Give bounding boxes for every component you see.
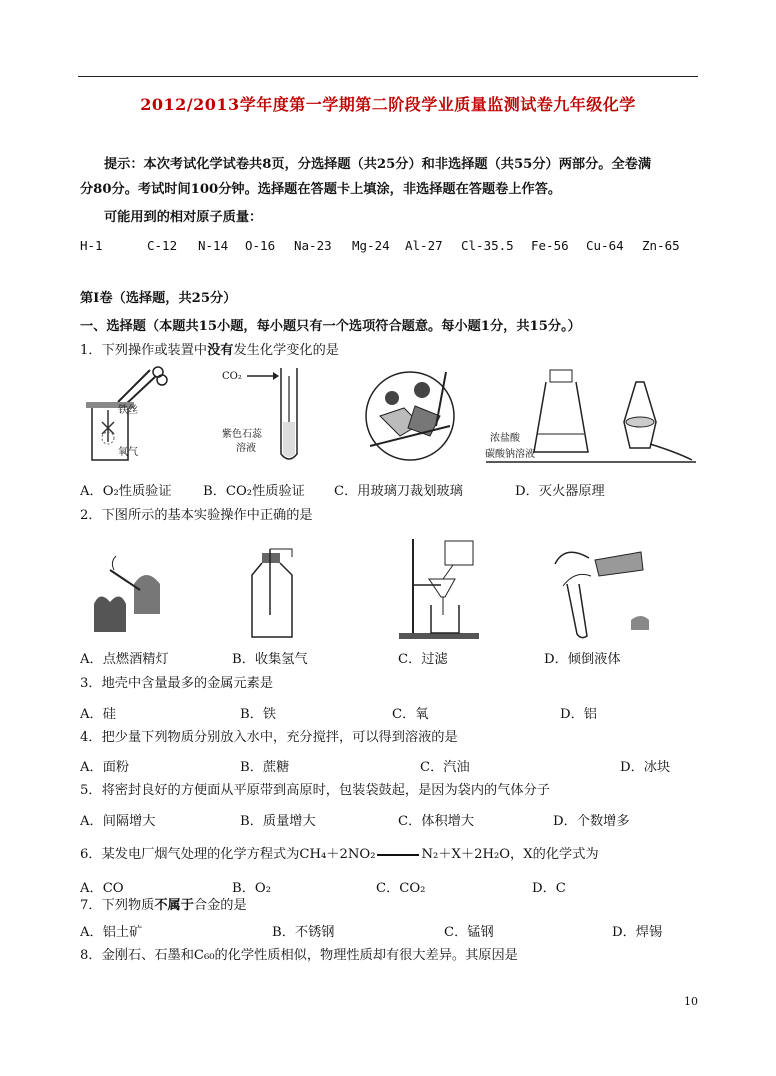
q2-option-d: D．倾倒液体 (544, 652, 621, 667)
q4-option-c: C．汽油 (420, 760, 470, 775)
label-co2: CO₂ (222, 371, 242, 382)
label-litmus-1: 紫色石蕊 (222, 429, 262, 440)
mass-o: O-16 (245, 238, 276, 253)
question-6-stem-a: 6．某发电厂烟气处理的化学方程式为CH₄＋2NO₂ (80, 847, 376, 862)
q3-option-c: C．氧 (392, 707, 429, 722)
question-7-stem-pre: 7．下列物质 (80, 898, 155, 913)
figure-glass-cutting (360, 366, 460, 466)
figure-light-alcohol-lamp (80, 540, 180, 640)
question-6-stem (80, 846, 599, 864)
label-conc-hcl: 浓盐酸 (490, 433, 520, 444)
q5-option-d: D．个数增多 (553, 814, 630, 829)
mass-c: C-12 (147, 238, 178, 253)
mass-fe: Fe-56 (531, 238, 569, 253)
q3-option-a: A．硅 (80, 707, 116, 722)
section-heading: 第Ⅰ卷（选择题，共25分） (80, 291, 237, 306)
label-oxygen: 氧气 (118, 447, 138, 458)
tips-line-2: 分80分。考试时间100分钟。选择题在答题卡上填涂，非选择题在答题卷上作答。 (80, 182, 562, 197)
q1-option-b: B．CO₂性质验证 (203, 484, 305, 499)
q7-option-a: A．铝土矿 (80, 925, 143, 940)
header-rule (78, 76, 698, 77)
q5-option-b: B．质量增大 (240, 814, 316, 829)
q2-option-b: B．收集氢气 (232, 652, 308, 667)
q1-option-d: D．灭火器原理 (515, 484, 605, 499)
mass-al: Al-27 (405, 238, 443, 253)
q6-option-c: C．CO₂ (376, 881, 426, 896)
figure-pour-liquid (545, 540, 655, 640)
q7-option-b: B．不锈钢 (272, 925, 335, 940)
mass-cl: Cl-35.5 (461, 238, 514, 253)
question-4-stem: 4．把少量下列物质分别放入水中，充分搅拌，可以得到溶液的是 (80, 730, 458, 745)
q5-option-c: C．体积增大 (398, 814, 475, 829)
part-heading: 一、选择题（本题共15小题，每小题只有一个选项符合题意。每小题1分，共15分。） (80, 319, 581, 334)
tips-line-1: 提示：本次考试化学试卷共8页，分选择题（共25分）和非选择题（共55分）两部分。全卷满 (104, 157, 652, 172)
q1-option-a: A．O₂性质验证 (80, 484, 172, 499)
figure-filtration (395, 535, 495, 645)
question-1-stem-pre: 1．下列操作或装置中 (80, 343, 208, 358)
mass-cu: Cu-64 (586, 238, 624, 253)
mass-na: Na-23 (294, 238, 332, 253)
question-1-emphasis: 没有 (207, 343, 234, 358)
q3-option-b: B．铁 (240, 707, 277, 722)
question-5-stem: 5．将密封良好的方便面从平原带到高原时，包装袋鼓起，是因为袋内的气体分子 (80, 783, 550, 798)
q7-option-c: C．锰钢 (444, 925, 494, 940)
question-7-stem-post: 合金的是 (193, 898, 247, 913)
q4-option-a: A．面粉 (80, 760, 130, 775)
atomic-mass-label: 可能用到的相对原子质量： (104, 210, 263, 225)
q6-option-a: A．CO (80, 881, 124, 896)
q6-option-b: B．O₂ (232, 881, 271, 896)
question-7-emphasis: 不属于 (154, 898, 194, 913)
equation-arrow-line (377, 854, 419, 856)
label-na2co3-solution: 碳酸钠溶液 (485, 449, 535, 460)
mass-mg: Mg-24 (352, 238, 390, 253)
exam-title: 2012/2013学年度第一学期第二阶段学业质量监测试卷九年级化学 (140, 95, 636, 114)
mass-n: N-14 (198, 238, 229, 253)
q3-option-d: D．铝 (560, 707, 597, 722)
mass-zn: Zn-65 (642, 238, 680, 253)
label-iron-wire: 铁丝 (118, 405, 138, 416)
question-1-stem (80, 342, 339, 360)
question-1-stem-post: 发生化学变化的是 (233, 343, 339, 358)
q1-option-c: C．用玻璃刀裁划玻璃 (334, 484, 463, 499)
question-3-stem: 3．地壳中含量最多的金属元素是 (80, 676, 274, 691)
q6-option-d: D．C (532, 881, 566, 896)
question-2-stem: 2．下图所示的基本实验操作中正确的是 (80, 508, 313, 523)
label-litmus-2: 溶液 (236, 443, 256, 454)
q2-option-c: C．过滤 (398, 652, 448, 667)
mass-h: H-1 (80, 238, 103, 253)
q5-option-a: A．间隔增大 (80, 814, 156, 829)
q7-option-d: D．焊锡 (612, 925, 663, 940)
q2-option-a: A．点燃酒精灯 (80, 652, 169, 667)
question-6-stem-b: N₂＋X＋2H₂O，X的化学式为 (421, 847, 599, 862)
question-8-stem: 8．金刚石、石墨和C₆₀的化学性质相似，物理性质却有很大差异。其原因是 (80, 948, 518, 963)
q4-option-d: D．冰块 (620, 760, 671, 775)
question-7-stem (80, 897, 247, 915)
figure-collect-hydrogen (240, 545, 310, 645)
q4-option-b: B．蔗糖 (240, 760, 290, 775)
page-number: 10 (684, 995, 698, 1008)
